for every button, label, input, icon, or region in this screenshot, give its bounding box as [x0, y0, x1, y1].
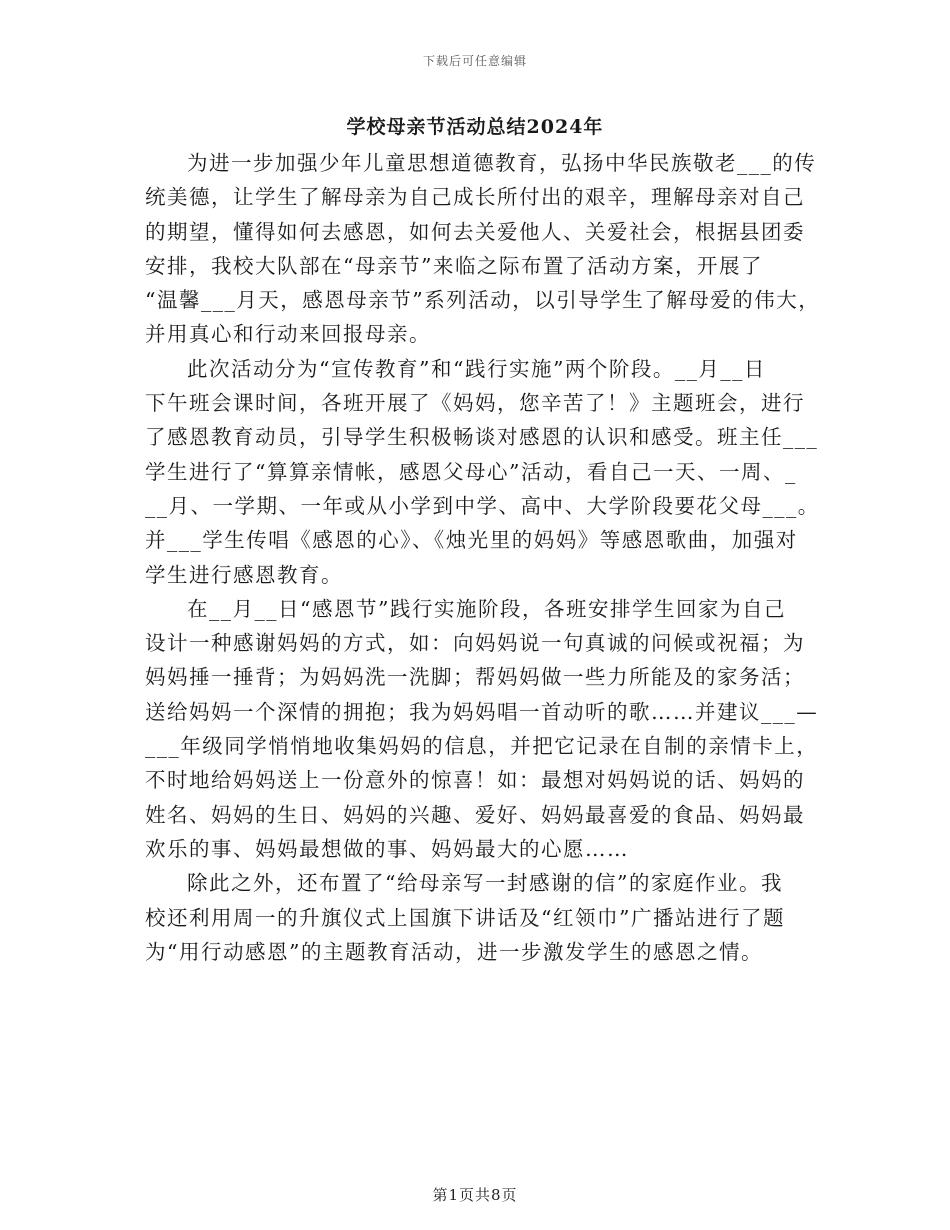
- paragraph-3-line-7: 姓名、妈妈的生日、妈妈的兴趣、爱好、妈妈最喜爱的食品、妈妈最: [145, 802, 805, 827]
- paragraph-3-line-4: 送给妈妈一个深情的拥抱；我为妈妈唱一首动听的歌……并建议___—: [145, 699, 819, 724]
- paragraph-2-line-6: 并___学生传唱《感恩的心》、《烛光里的妈妈》等感恩歌曲，加强对: [145, 528, 798, 553]
- paragraph-2-line-5: __月、一学期、一年或从小学到中学、高中、大学阶段要花父母___。: [145, 493, 820, 518]
- page-header-note: 下载后可任意编辑: [422, 54, 527, 68]
- paragraph-3-line-2: 设计一种感谢妈妈的方式，如：向妈妈说一句真诚的问候或祝福；为: [145, 631, 805, 656]
- document-title: 学校母亲节活动总结2024年: [346, 116, 604, 138]
- paragraph-1-line-1: 为进一步加强少年儿童思想道德教育，弘扬中华民族敬老___的传: [187, 151, 817, 175]
- paragraph-3-line-5: ___年级同学悄悄地收集妈妈的信息，并把它记录在自制的亲情卡上，: [145, 734, 819, 759]
- paragraph-3-line-3: 妈妈捶一捶背；为妈妈洗一洗脚；帮妈妈做一些力所能及的家务活；: [145, 665, 805, 690]
- paragraph-2-line-7: 学生进行感恩教育。: [145, 562, 343, 587]
- paragraph-4-line-1: 除此之外，还布置了“给母亲写一封感谢的信”的家庭作业。我: [187, 871, 783, 896]
- page-number-indicator: 第1页共8页: [432, 1186, 518, 1204]
- paragraph-4-line-2: 校还利用周一的升旗仪式上国旗下讲话及“红领巾”广播站进行了题: [145, 905, 785, 930]
- paragraph-3-line-8: 欢乐的事、妈妈最想做的事、妈妈最大的心愿……: [145, 836, 629, 861]
- paragraph-2-line-2: 下午班会课时间，各班开展了《妈妈，您辛苦了！》主题班会，进行: [145, 391, 805, 416]
- document-body: [145, 146, 821, 969]
- paragraph-2-line-4: 学生进行了“算算亲情帐，感恩父母心”活动，看自己一天、一周、_: [145, 459, 797, 484]
- paragraph-2-line-3: 了感恩教育动员，引导学生积极畅谈对感恩的认识和感受。班主任___: [145, 425, 819, 450]
- paragraph-4-line-3: 为“用行动感恩”的主题教育活动，进一步激发学生的感恩之情。: [145, 939, 763, 964]
- paragraph-1-line-3: 的期望，懂得如何去感恩，如何去关爱他人、关爱社会，根据县团委: [145, 219, 805, 244]
- paragraph-1-line-5: “温馨___月天，感恩母亲节”系列活动，以引导学生了解母爱的伟大，: [145, 288, 821, 313]
- paragraph-2-line-1: 此次活动分为“宣传教育”和“践行实施”两个阶段。__月__日: [187, 356, 766, 381]
- paragraph-1-line-2: 统美德，让学生了解母亲为自己成长所付出的艰辛，理解母亲对自己: [145, 185, 805, 210]
- paragraph-1-line-4: 安排，我校大队部在“母亲节”来临之际布置了活动方案，开展了: [145, 253, 763, 278]
- paragraph-3-line-6: 不时地给妈妈送上一份意外的惊喜！如：最想对妈妈说的话、妈妈的: [145, 768, 805, 793]
- paragraph-3-line-1: 在__月__日“感恩节”践行实施阶段，各班安排学生回家为自己: [187, 596, 786, 621]
- paragraph-1-line-6: 并用真心和行动来回报母亲。: [145, 322, 431, 347]
